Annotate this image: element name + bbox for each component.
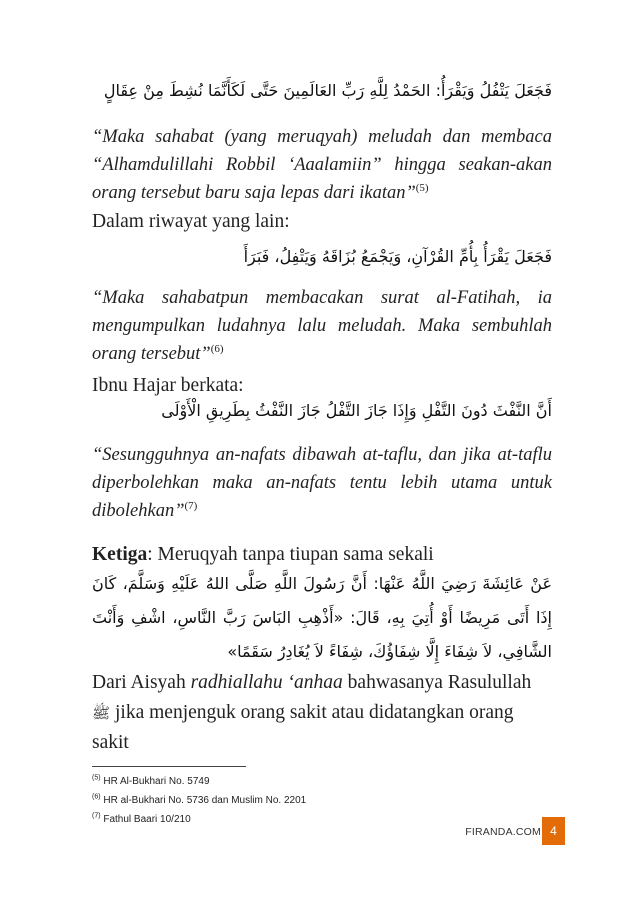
footnote-number: (5) bbox=[92, 774, 101, 782]
section-heading-ibnu-hajar: Ibnu Hajar berkata: bbox=[92, 375, 244, 396]
footnote-ref: (7) bbox=[184, 499, 198, 512]
closing-part-1: Dari Aisyah bbox=[92, 672, 191, 693]
translation-quote-3 bbox=[92, 441, 552, 525]
section-heading-ketiga bbox=[92, 541, 552, 569]
quote-text: “Maka sahabat (yang meruqyah) meludah dan membaca “Alhamdulillahi Robbil ‘Aaalamiin” hingga seakan-akan orang tersebut baru saja lepas dari ikatan” bbox=[92, 127, 552, 203]
page-number-badge: 4 bbox=[542, 817, 565, 845]
footnote-text: HR al-Bukhari No. 5736 dan Muslim No. 2201 bbox=[103, 795, 307, 806]
footnote-ref: (5) bbox=[415, 181, 429, 194]
footnote-text: HR Al-Bukhari No. 5749 bbox=[103, 776, 210, 787]
footnote-item bbox=[92, 795, 306, 806]
footnote-ref: (6) bbox=[210, 342, 224, 355]
arabic-text-2: فَجَعَلَ يَقْرَأُ بِأُمِّ القُرْآنِ، وَيَجْمَعُ بُزَاقَهُ وَيَتْفِلُ، فَبَرَأَ bbox=[243, 247, 552, 266]
translation-quote-1 bbox=[92, 123, 552, 207]
arabic-hadith-text: عَنْ عَائِشَةَ رَضِيَ اللَّهُ عَنْهَا: أَنَّ رَسُولَ اللَّهِ صَلَّى اللهُ عَلَيْهِ وَسَلَّمَ، كَانَ إِذَا أَتَى مَرِيضًا أَوْ أُتِيَ بِهِ، قَالَ: «أَذْهِبِ البَاسَ رَبَّ النَّاسِ، اشْفِ وَأَنْتَ الشَّافِي، لاَ شِفَاءَ إِلَّا شِفَاؤُكَ، شِفَاءً لاَ يُغَادِرُ سَقَمًا» bbox=[92, 574, 552, 661]
salawat-glyph: ﷺ bbox=[92, 704, 111, 722]
closing-honorific: radhiallahu ‘anhaa bbox=[190, 672, 343, 693]
closing-paragraph bbox=[92, 668, 552, 758]
footnote-divider bbox=[92, 766, 246, 767]
arabic-text-3: أَنَّ النَّفْثَ دُونَ التَّفْلِ وَإِذَا جَازَ التَّفْلُ جَازَ النَّفْثُ بِطَرِيقِ الْأَوْلَى bbox=[161, 401, 552, 420]
section-heading-riwayat: Dalam riwayat yang lain: bbox=[92, 211, 290, 232]
footnote-number: (6) bbox=[92, 793, 101, 801]
quote-text: “Maka sahabatpun membacakan surat al-Fatihah, ia mengumpulkan ludahnya lalu meludah. Maka sembuhlah orang tersebut” bbox=[92, 288, 552, 364]
footnote-text: Fathul Baari 10/210 bbox=[103, 814, 191, 825]
footnote-item bbox=[92, 776, 210, 787]
arabic-text-1: فَجَعَلَ يَتْفُلُ وَيَقْرَأُ: الحَمْدُ لِلَّهِ رَبِّ العَالَمِينَ حَتَّى لَكَأَنَّمَا نُشِطَ مِنْ عِقَالٍ bbox=[103, 81, 552, 100]
closing-part-2: bahwasanya Rasulullah bbox=[342, 672, 532, 693]
footnote-number: (7) bbox=[92, 812, 101, 820]
translation-quote-2 bbox=[92, 284, 552, 368]
footer-website: FIRANDA.COM bbox=[465, 826, 541, 838]
quote-text: “Sesungguhnya an-nafats dibawah at-taflu, dan jika at-taflu diperbolehkan maka an-nafats tentu lebih utama untuk dibolehkan” bbox=[92, 445, 552, 521]
ketiga-description: : Meruqyah tanpa tiupan sama sekali bbox=[147, 544, 434, 565]
footnote-item bbox=[92, 814, 191, 825]
ketiga-label: Ketiga bbox=[92, 544, 148, 565]
closing-part-3: jika menjenguk orang sakit atau didatangkan orang sakit bbox=[92, 702, 514, 753]
